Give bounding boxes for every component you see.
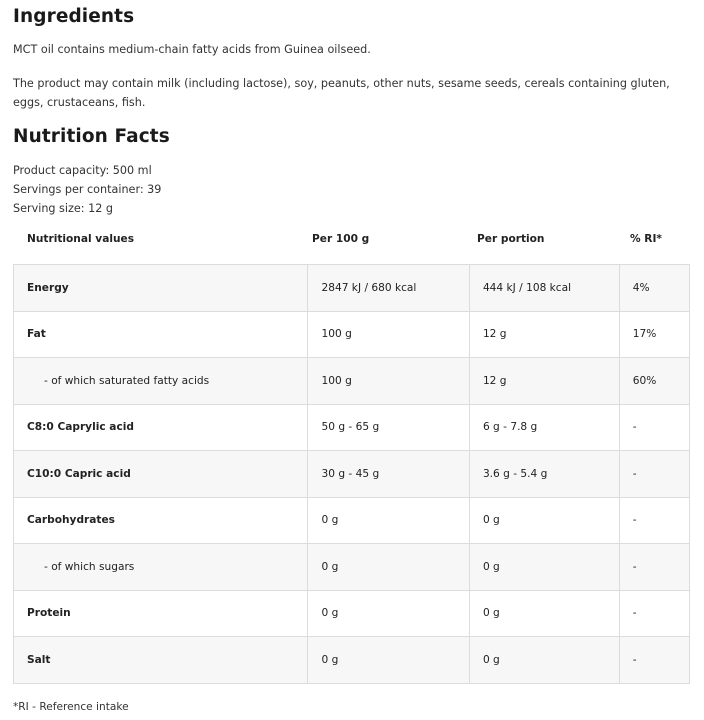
allergen-text: The product may contain milk (including lactose), soy, peanuts, other nuts, sesame seeds, cereals containing gluten, eggs, crustaceans, fish.: [13, 77, 670, 109]
row-per-100g: 0 g: [308, 544, 469, 591]
row-ri: -: [619, 497, 689, 544]
ri-footnote: *RI - Reference intake: [13, 701, 129, 713]
row-name: C8:0 Caprylic acid: [14, 404, 308, 451]
column-header-nutritional-values: Nutritional values: [27, 233, 135, 245]
row-per-100g: 0 g: [308, 497, 469, 544]
row-per-portion: 444 kJ / 108 kcal: [469, 265, 619, 312]
row-name: Fat: [14, 311, 308, 358]
serving-size: Serving size: 12 g: [13, 202, 113, 215]
table-row: [14, 451, 690, 498]
row-per-portion: 6 g - 7.8 g: [469, 404, 619, 451]
table-row: [14, 590, 690, 637]
nutrition-table-header: [13, 230, 690, 252]
row-ri: -: [619, 590, 689, 637]
row-per-100g: 50 g - 65 g: [308, 404, 469, 451]
servings-per-container: Servings per container: 39: [13, 183, 162, 196]
table-row: [14, 637, 690, 684]
row-per-100g: 100 g: [308, 311, 469, 358]
row-per-portion: 3.6 g - 5.4 g: [469, 451, 619, 498]
nutrition-meta: [13, 161, 161, 218]
row-per-portion: 0 g: [469, 590, 619, 637]
column-header-ri: % RI*: [630, 233, 662, 245]
ingredients-heading: Ingredients: [13, 6, 135, 27]
row-per-portion: 0 g: [469, 544, 619, 591]
table-row: [14, 497, 690, 544]
row-name: Protein: [14, 590, 308, 637]
row-ri: 17%: [619, 311, 689, 358]
row-ri: 60%: [619, 358, 689, 405]
row-per-100g: 0 g: [308, 590, 469, 637]
row-name: Carbohydrates: [14, 497, 308, 544]
row-per-portion: 0 g: [469, 637, 619, 684]
table-row: [14, 544, 690, 591]
column-header-per-100g: Per 100 g: [312, 233, 370, 245]
ingredients-text: MCT oil contains medium-chain fatty acids from Guinea oilseed.: [13, 43, 371, 56]
nutrition-heading: Nutrition Facts: [13, 126, 170, 147]
table-row: [14, 311, 690, 358]
nutrition-table: [13, 264, 690, 684]
row-per-100g: 2847 kJ / 680 kcal: [308, 265, 469, 312]
row-ri: -: [619, 544, 689, 591]
product-capacity: Product capacity: 500 ml: [13, 164, 152, 177]
row-per-portion: 12 g: [469, 311, 619, 358]
row-per-100g: 30 g - 45 g: [308, 451, 469, 498]
column-header-per-portion: Per portion: [477, 233, 545, 245]
row-name: - of which sugars: [14, 544, 308, 591]
row-per-100g: 0 g: [308, 637, 469, 684]
row-per-portion: 0 g: [469, 497, 619, 544]
row-per-portion: 12 g: [469, 358, 619, 405]
row-ri: -: [619, 637, 689, 684]
table-row: [14, 265, 690, 312]
row-ri: 4%: [619, 265, 689, 312]
row-per-100g: 100 g: [308, 358, 469, 405]
row-ri: -: [619, 404, 689, 451]
row-ri: -: [619, 451, 689, 498]
row-name: - of which saturated fatty acids: [14, 358, 308, 405]
row-name: Energy: [14, 265, 308, 312]
table-row: [14, 404, 690, 451]
table-row: [14, 358, 690, 405]
row-name: C10:0 Capric acid: [14, 451, 308, 498]
row-name: Salt: [14, 637, 308, 684]
